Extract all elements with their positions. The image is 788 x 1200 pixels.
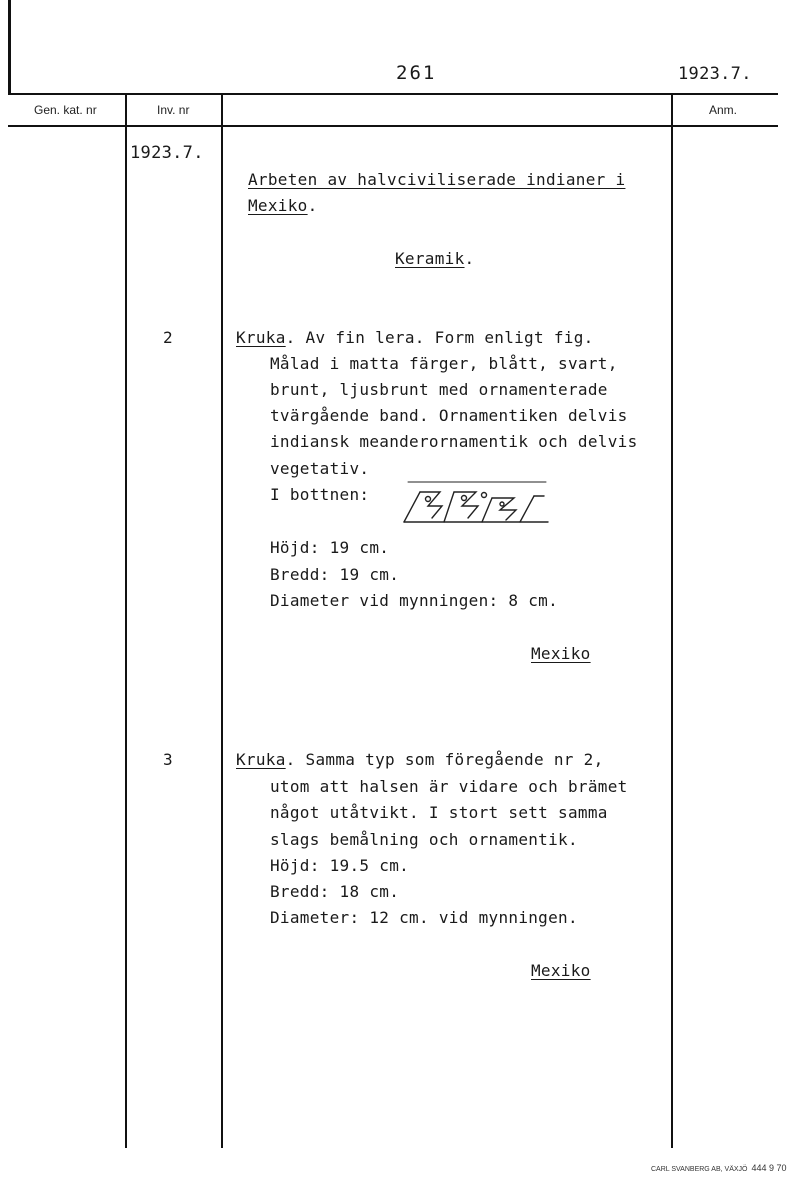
section-subtitle [395, 249, 474, 268]
column-header-anm: Anm. [709, 103, 738, 117]
entry-measurement: Diameter: 12 cm. vid mynningen. [270, 908, 578, 927]
entry-line: något utåtvikt. I stort sett samma [270, 803, 608, 822]
entry-text: . Av fin lera. Form enligt fig. [285, 328, 594, 347]
entry-line: slags bemålning och ornamentik. [270, 830, 578, 849]
section-title-line-2 [248, 196, 318, 215]
entry-number: 3 [163, 750, 173, 769]
entry-origin: Mexiko [531, 644, 591, 663]
entry-measurement: Höjd: 19 cm. [270, 538, 390, 557]
entry-line: indiansk meanderornamentik och delvis [270, 432, 638, 451]
section-title-line-1 [248, 170, 625, 189]
section-title-text: Arbeten av halvciviliserade indianer i [248, 170, 626, 189]
entry-line: vegetativ. [270, 459, 370, 478]
section-title-period: . [307, 196, 318, 215]
base-mark-drawing [398, 478, 553, 528]
entry-line [236, 750, 604, 769]
section-subtitle-text: Keramik [395, 249, 465, 268]
entry-line: tvärgående band. Ornamentiken delvis [270, 406, 628, 425]
column-divider-3 [671, 93, 673, 1148]
header-year-number: 1923.7. [678, 64, 752, 84]
column-divider-1 [125, 93, 127, 1148]
entry-head: Kruka [236, 750, 286, 769]
entry-measurement: Höjd: 19.5 cm. [270, 856, 410, 875]
section-subtitle-period: . [464, 249, 475, 268]
page-number: 261 [396, 62, 437, 84]
printer-imprint [651, 1163, 786, 1173]
printer-name: CARL SVANBERG AB, VÄXJÖ [651, 1166, 748, 1173]
entry-line: utom att halsen är vidare och brämet [270, 777, 628, 796]
binding-edge-line [8, 0, 11, 95]
entry-text: . Samma typ som föregående nr 2, [285, 750, 604, 769]
entry-measurement: Diameter vid mynningen: 8 cm. [270, 591, 559, 610]
column-divider-2 [221, 93, 223, 1148]
section-title-place: Mexiko [248, 196, 308, 215]
column-header-inv-nr: Inv. nr [157, 103, 190, 117]
entry-line: I bottnen: [270, 485, 370, 504]
entry-number: 2 [163, 328, 173, 347]
entry-line: Målad i matta färger, blått, svart, [270, 354, 618, 373]
entry-origin: Mexiko [531, 961, 591, 980]
header-top-rule [8, 93, 778, 95]
entry-line [236, 328, 594, 347]
header-bottom-rule [8, 125, 778, 127]
entry-measurement: Bredd: 18 cm. [270, 882, 400, 901]
form-code: 444 9 70 [751, 1163, 787, 1173]
section-inv-nr: 1923.7. [130, 143, 204, 163]
entry-line: brunt, ljusbrunt med ornamenterade [270, 380, 608, 399]
entry-measurement: Bredd: 19 cm. [270, 565, 400, 584]
column-header-gen-kat-nr: Gen. kat. nr [34, 103, 97, 117]
entry-head: Kruka [236, 328, 286, 347]
